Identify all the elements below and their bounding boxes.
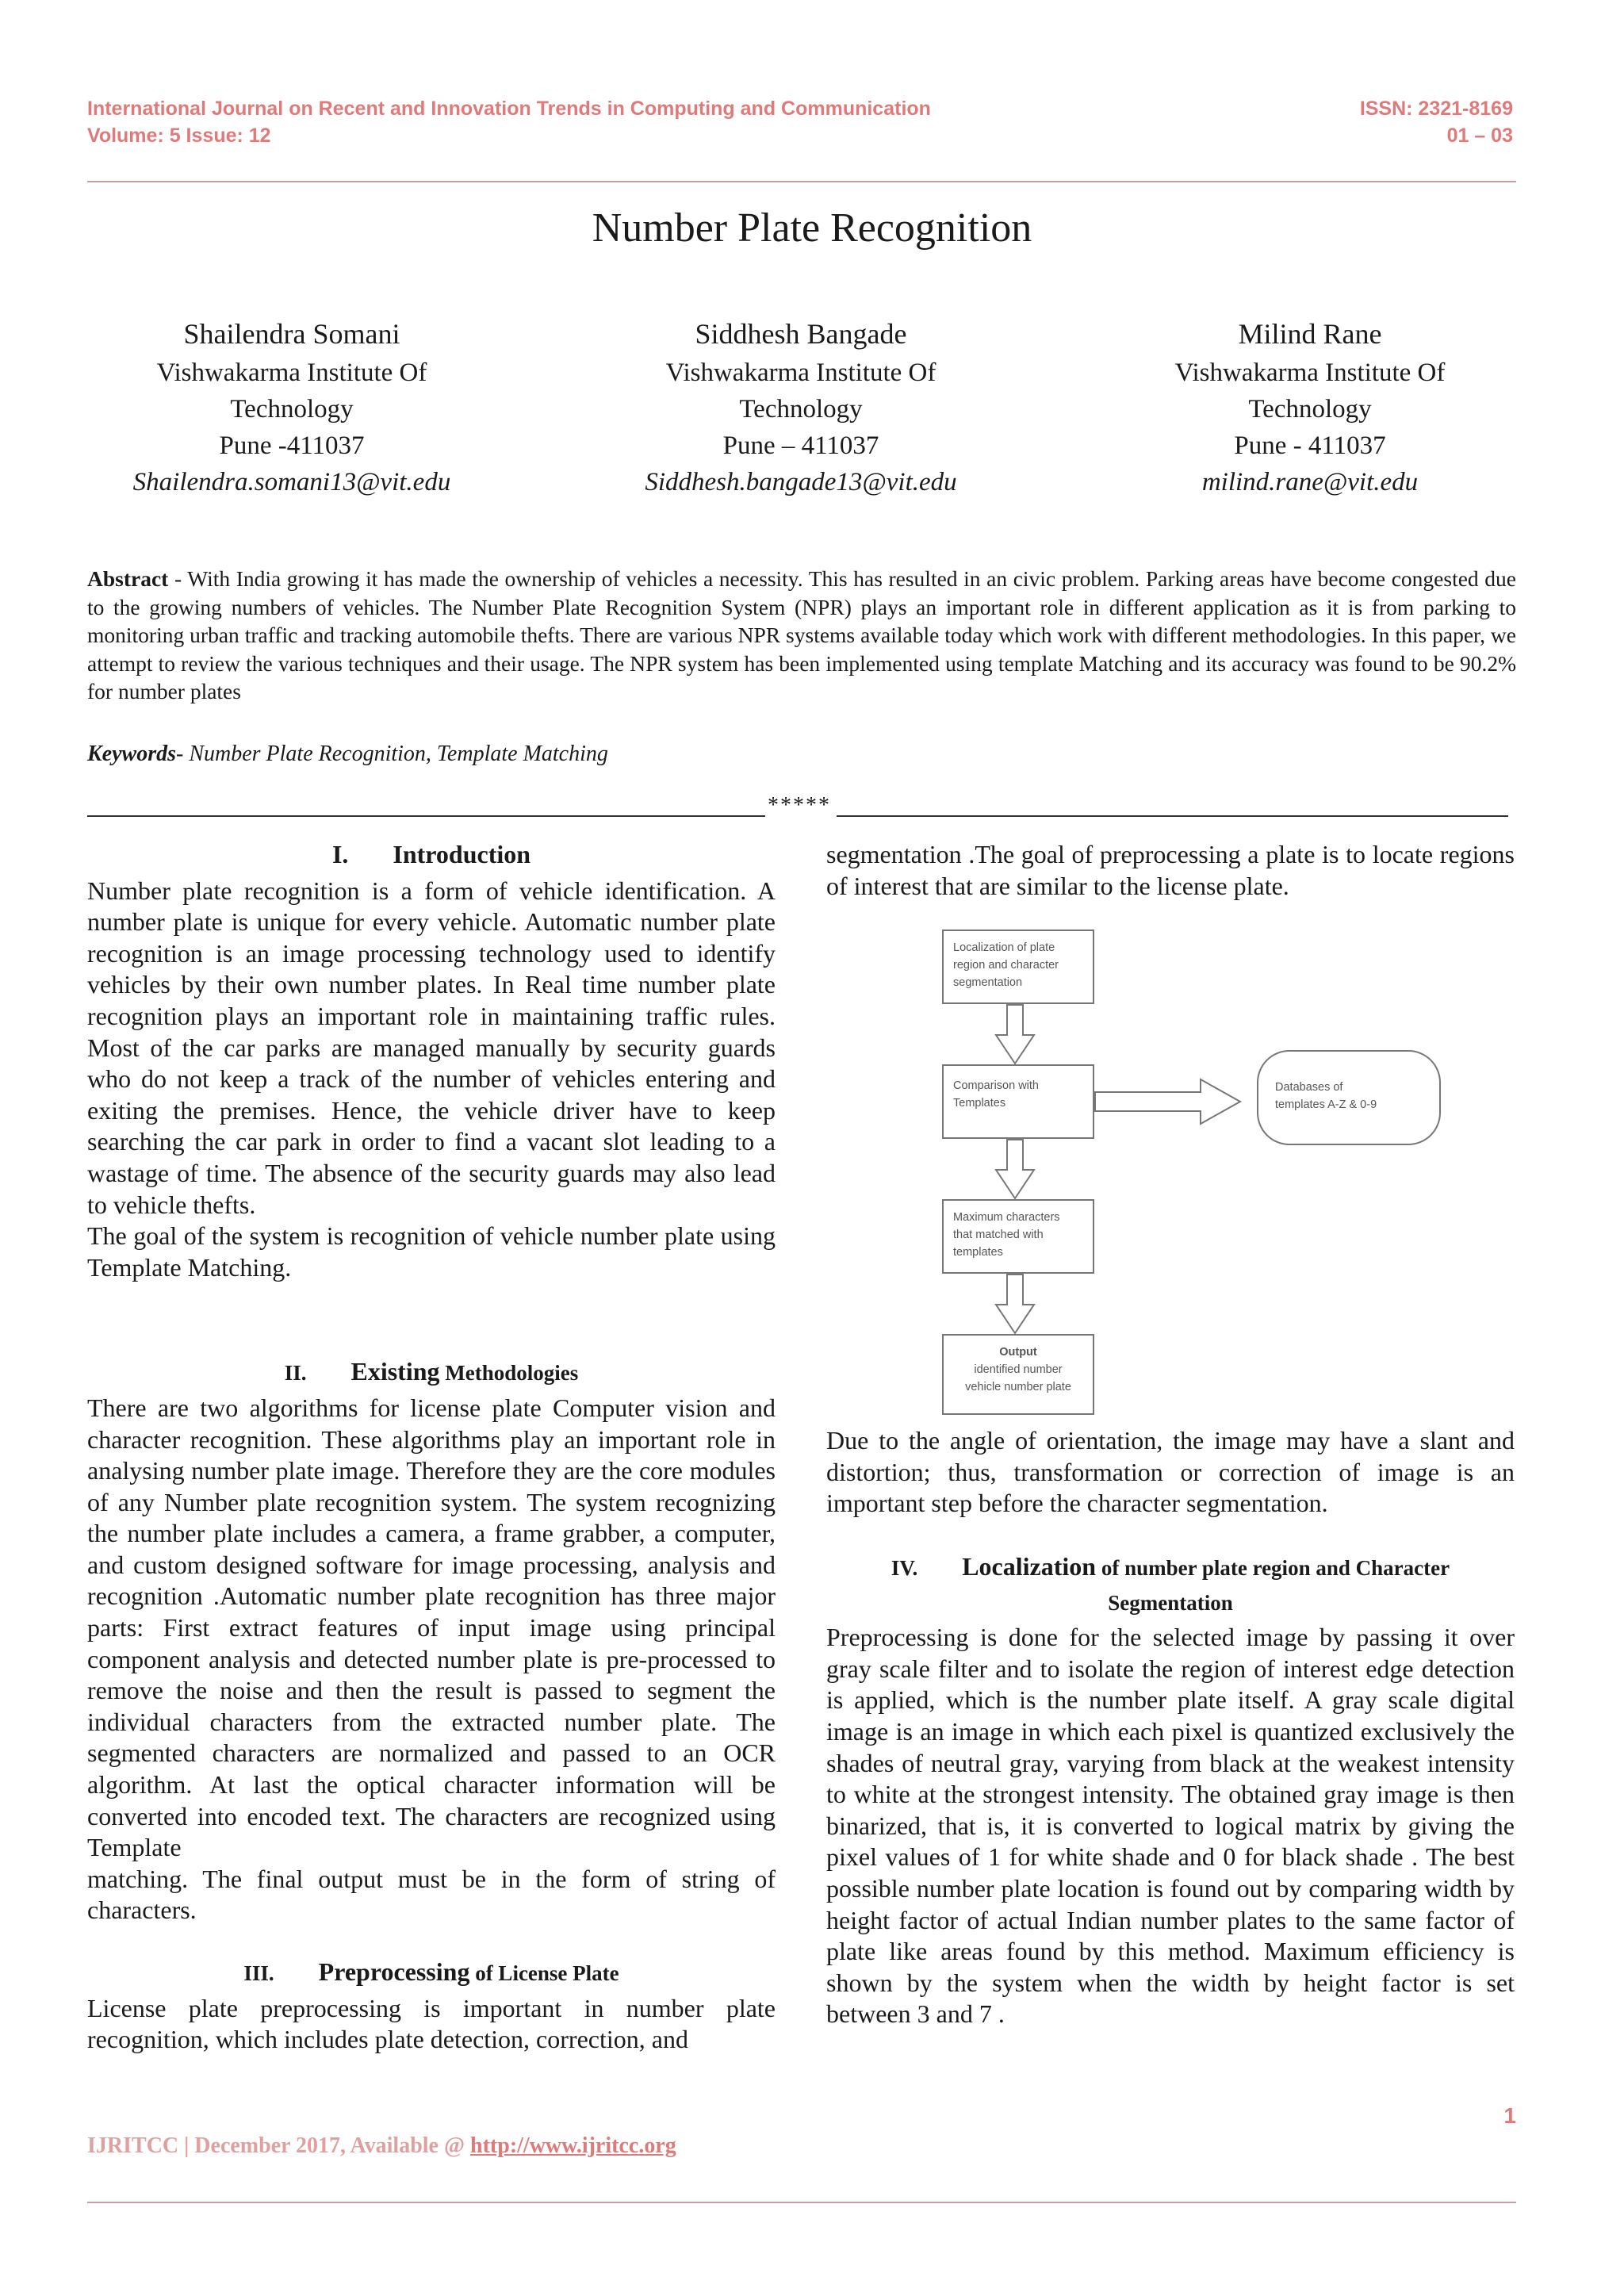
box-text: region and character [953,959,1059,972]
journal-meta [1360,95,1513,149]
localization-paragraph: Preprocessing is done for the selected image by passing it over gray scale filter and to isolate the region of interest edge detection is applied, which is the number plate itself. A gray scale digital image is an image in which each pixel is quantized exclusively the shades of neutral gray, varying from black at the weakest intensity to white at the strongest intensity. The obtained gray image is then binarized, that is, it is converted to logical matrix by giving the pixel values of 1 for white shade and 0 for black shade . The best possible number plate location is found out by comparing width by height factor of actual Indian number plates to the same factor of plate like areas found by this method. Maximum efficiency is shown by the system when the width by height factor is set between 3 and 7 . [826,1623,1515,2029]
keywords-label: Keywords [87,742,176,766]
keywords-text: - Number Plate Recognition, Template Matching [176,742,608,766]
author-block [70,313,514,500]
box-text: Templates [953,1097,1006,1110]
right-arrow [1095,1079,1240,1124]
box-text: templates [953,1246,1003,1259]
flowchart-database [1258,1051,1440,1144]
author-email[interactable]: milind.rane@vit.edu [1201,468,1419,496]
right-column [826,839,1515,2030]
author-name: Milind Rane [1238,318,1382,350]
section-number: II. [284,1361,307,1386]
section-number: I. [331,840,349,868]
section-title-rest: of License Plate [469,1961,619,1985]
footer-citation [87,2133,676,2159]
page-number: 1 [1503,2103,1516,2128]
section-title: Introduction [393,840,531,868]
separator-rule-left [87,815,765,817]
down-arrow [996,1140,1034,1198]
journal-link[interactable]: http://www.ijritcc.org [470,2133,676,2158]
author-block [1088,313,1532,500]
box-text: Localization of plate [953,941,1055,955]
keywords [87,742,608,767]
down-arrow [996,1274,1034,1333]
intro-paragraph-goal: The goal of the system is recognition of vehicle number plate using Template Matching. [87,1221,776,1282]
section-heading-localization [826,1551,1515,1585]
box-text: templates A-Z & 0-9 [1275,1098,1377,1112]
existing-paragraph: There are two algorithms for license plate Computer vision and character recognition. These algorithms play an important role in analysing number plate image. Therefore they are the core modules of any Number plate recognition system. The system recognizing the number plate includes a camera, a frame grabber, a computer, and custom designed software for image processing, analysis and recognition .Automatic number plate recognition has three major parts: First extract features of input image using principal component analysis and detected number plate is pre-processed to remove the noise and then the result is passed to segment the individual characters from the extracted number plate. The segmented characters are normalized and passed to an OCR algorithm. At last the optical character information will be converted into encoded text. The characters are recognized using Template [87,1393,776,1862]
author-city: Pune -411037 [219,431,365,460]
separator-rule-right [837,815,1508,817]
existing-paragraph-end: matching. The final output must be in the form of string of characters. [87,1864,776,1925]
left-column [87,839,776,2056]
box-text: identified number [974,1363,1063,1377]
section-title-rest: of number plate region and Character [1096,1555,1450,1580]
journal-header [87,95,931,149]
section-heading-preprocessing [87,1957,776,1990]
section-heading-existing [87,1356,776,1389]
box-text: Comparison with [953,1079,1039,1093]
journal-name: International Journal on Recent and Innovation Trends in Computing and Communication [87,98,931,120]
preprocessing-paragraph-continued: segmentation .The goal of preprocessing a plate is to locate regions of interest that are similar to the license plate. [826,840,1515,900]
author-city: Pune – 411037 [722,431,879,460]
section-title: Existing [350,1357,440,1386]
abstract [87,565,1516,706]
author-email[interactable]: Shailendra.somani13@vit.edu [132,468,451,496]
author-email[interactable]: Siddhesh.bangade13@vit.edu [645,468,957,496]
section-heading-localization-line2 [826,1586,1515,1619]
journal-issn: ISSN: 2321-8169 [1359,98,1513,120]
abstract-text: - With India growing it has made the ownership of vehicles a necessity. This has resulted in an civic problem. Parking areas have become congested due to the growing numbers of vehicles. The Number Plate Recognition System (NPR) plays an important role in different application as it is from parking to monitoring urban traffic and tracking automobile thefts. There are various NPR systems available today which work with different methodologies. In this paper, we attempt to review the various techniques and their usage. The NPR system has been implemented using template Matching and its accuracy was found to be 90.2% for number plates [87,566,1516,703]
author-name: Shailendra Somani [183,318,400,350]
section-title-rest: Methodologies [439,1361,579,1386]
journal-volume: Volume: 5 Issue: 12 [87,125,271,147]
box-text: that matched with [953,1228,1044,1242]
footer-text: IJRITCC | December 2017, Available @ [87,2133,471,2158]
author-institute-line2: Technology [1248,395,1372,424]
box-text: Databases of [1275,1081,1343,1094]
author-city: Pune - 411037 [1234,431,1386,460]
author-block [579,313,1023,500]
author-name: Siddhesh Bangade [695,318,907,350]
author-institute: Vishwakarma Institute Of [156,358,427,387]
intro-paragraph: Number plate recognition is a form of vehicle identification. A number plate is unique for every vehicle. Automatic number plate recognition is an image processing technology used to identify vehicles by their own number plates. In Real time number plate recognition plays an important role in maintaining traffic rules. Most of the car parks are managed manually by security guards who do not keep a track of the number of vehicles entering and exiting the premises. Hence, the vehicle driver have to keep searching the car park in order to find a vacant slot leading to a wastage of time. The absence of the security guards may also lead to vehicle thefts. [87,876,776,1219]
journal-pages: 01 – 03 [1446,125,1513,147]
footer-divider [87,2202,1516,2203]
section-title-rest: Segmentation [1108,1590,1233,1615]
author-institute: Vishwakarma Institute Of [1174,358,1446,387]
box-text: vehicle number plate [965,1381,1071,1394]
flowchart-figure [868,924,1462,1416]
paper-title: Number Plate Recognition [592,205,1032,251]
section-number: III. [243,1961,274,1985]
figure-followup-paragraph: Due to the angle of orientation, the image may have a slant and distortion; thus, transformation or correction of image is an important step before the character segmentation. [826,1426,1515,1518]
author-institute-line2: Technology [230,395,354,424]
section-separator [87,793,1508,825]
author-institute-line2: Technology [739,395,863,424]
section-heading-introduction [87,839,776,871]
box-title: Output [999,1346,1037,1359]
header-divider [87,181,1516,182]
section-title: Preprocessing [318,1957,470,1986]
section-title: Localization [962,1551,1097,1581]
down-arrow [996,1005,1034,1064]
box-text: segmentation [953,976,1023,990]
preprocessing-paragraph: License plate preprocessing is important in number plate recognition, which includes plate detection, correction, and [87,1993,776,2054]
section-number: IV. [891,1555,918,1580]
box-text: Maximum characters [953,1211,1060,1225]
separator-stars: ***** [768,793,831,818]
abstract-label: Abstract [87,566,169,591]
author-institute: Vishwakarma Institute Of [665,358,936,387]
